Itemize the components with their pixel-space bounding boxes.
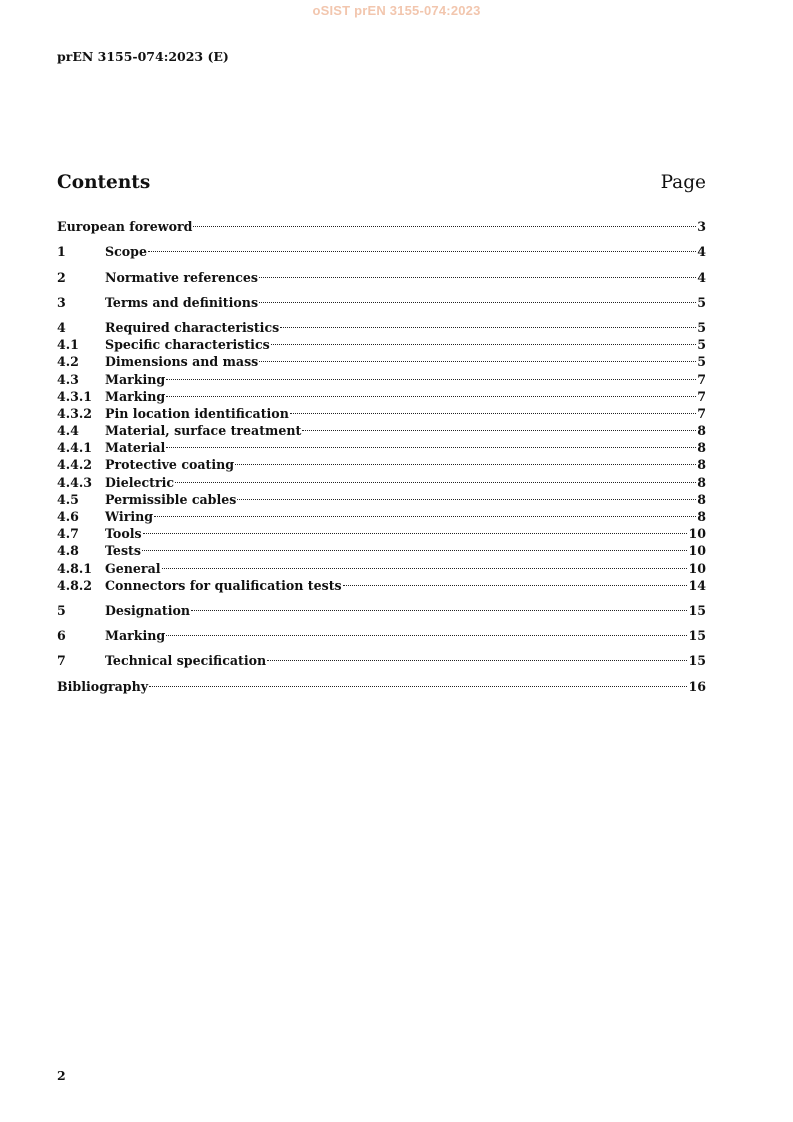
toc-entry-page: 4 — [697, 269, 706, 285]
toc-entry-page: 10 — [688, 543, 706, 559]
toc-entry-title: Required characteristics — [105, 319, 280, 335]
toc-entry-title: Marking — [105, 628, 166, 644]
toc-entry-title: Marking — [105, 388, 166, 404]
toc-entry[interactable] — [57, 469, 706, 490]
toc-entry-page: 8 — [697, 491, 706, 507]
toc-entry[interactable] — [57, 555, 706, 576]
toc-entry[interactable] — [57, 504, 706, 524]
toc-entry[interactable] — [57, 487, 706, 507]
toc-entry-number: 4.1 — [57, 337, 79, 353]
toc-entry-title: Dielectric — [105, 474, 175, 490]
toc-entry[interactable] — [57, 673, 706, 694]
toc-entry-title: Material, surface treatment — [105, 423, 302, 439]
toc-dot-leader — [191, 598, 687, 615]
toc-entry[interactable] — [57, 384, 706, 404]
toc-entry-title: Marking — [105, 371, 166, 387]
toc-entry[interactable] — [57, 573, 706, 593]
toc-entry-title: Tests — [105, 543, 141, 559]
contents-title: Contents — [57, 172, 151, 193]
toc-entry-title: Normative references — [105, 269, 259, 285]
toc-entry-number: 4.3.2 — [57, 405, 93, 421]
toc-dot-leader — [166, 623, 687, 640]
toc-entry-title: Material — [105, 440, 166, 456]
toc-entry-number: 4.8.1 — [57, 560, 93, 576]
toc-entry-page: 16 — [688, 678, 706, 694]
toc-entry-page: 5 — [697, 337, 706, 353]
toc-entry-number: 4.4.2 — [57, 457, 93, 473]
toc-entry-page: 10 — [688, 526, 706, 542]
toc-entry-page: 15 — [688, 628, 706, 644]
toc-dot-leader — [343, 573, 688, 590]
toc-dot-leader — [259, 290, 696, 307]
toc-entry-number: 4 — [57, 319, 66, 335]
toc-entry-title: Protective coating — [105, 457, 235, 473]
toc-entry-title: Bibliography — [57, 678, 149, 694]
toc-entry-number: 4.2 — [57, 354, 79, 370]
toc-dot-leader — [148, 239, 696, 256]
toc-entry[interactable] — [57, 290, 706, 310]
page-number: 2 — [57, 1068, 66, 1083]
toc-entry-title: Dimensions and mass — [105, 354, 259, 370]
toc-entry-title: European foreword — [57, 219, 193, 235]
toc-dot-leader — [280, 315, 696, 332]
toc-entry[interactable] — [57, 401, 706, 421]
toc-entry-page: 7 — [697, 371, 706, 387]
toc-dot-leader — [237, 487, 696, 504]
toc-dot-leader — [193, 214, 696, 231]
toc-dot-leader — [154, 504, 696, 521]
toc-entry[interactable] — [57, 598, 706, 618]
toc-entry[interactable] — [57, 648, 706, 669]
toc-dot-leader — [290, 401, 696, 418]
toc-entry-title: Specific characteristics — [105, 337, 270, 353]
toc-entry-number: 7 — [57, 653, 66, 669]
toc-entry[interactable] — [57, 264, 706, 285]
toc-dot-leader — [271, 332, 697, 349]
toc-entry-title: Tools — [105, 526, 142, 542]
toc-entry[interactable] — [57, 239, 706, 260]
toc-dot-leader — [149, 673, 687, 690]
toc-entry-page: 8 — [697, 423, 706, 439]
toc-entry-number: 2 — [57, 269, 66, 285]
toc-entry-page: 8 — [697, 440, 706, 456]
toc-entry[interactable] — [57, 349, 706, 370]
toc-entry[interactable] — [57, 538, 706, 559]
toc-entry-number: 6 — [57, 628, 66, 644]
toc-entry-page: 8 — [697, 457, 706, 473]
toc-entry-number: 5 — [57, 602, 66, 618]
toc-entry-number: 4.8 — [57, 543, 79, 559]
toc-dot-leader — [267, 648, 687, 665]
toc-entry-title: Pin location identification — [105, 405, 289, 421]
toc-entry-page: 5 — [697, 294, 706, 310]
toc-entry-number: 4.5 — [57, 491, 79, 507]
toc-entry-page: 8 — [697, 509, 706, 524]
toc-entry-number: 4.4 — [57, 423, 79, 439]
toc-entry-number: 4.4.3 — [57, 474, 93, 490]
toc-entry-number: 1 — [57, 244, 66, 260]
watermark: oSIST prEN 3155-074:2023 — [312, 3, 481, 18]
toc-entry-number: 4.4.1 — [57, 440, 93, 456]
toc-entry-title: Terms and definitions — [105, 294, 259, 310]
toc-dot-leader — [175, 469, 696, 486]
toc-entry-title: Connectors for qualification tests — [105, 577, 342, 593]
contents-header — [57, 172, 706, 198]
toc-dot-leader — [302, 418, 696, 435]
toc-dot-leader — [142, 538, 688, 555]
toc-entry[interactable] — [57, 418, 706, 439]
toc-entry[interactable] — [57, 452, 706, 473]
toc-entry-page: 3 — [697, 219, 706, 235]
toc-entry-title: Wiring — [105, 509, 154, 524]
toc-dot-leader — [235, 452, 696, 469]
page-column-label: Page — [660, 172, 706, 193]
toc-entry[interactable] — [57, 366, 706, 387]
toc-entry-title: General — [105, 560, 161, 576]
toc-entry-page: 8 — [697, 474, 706, 490]
table-of-contents — [57, 214, 706, 694]
toc-entry-number: 3 — [57, 294, 66, 310]
toc-dot-leader — [166, 384, 696, 401]
toc-entry-page: 7 — [697, 405, 706, 421]
toc-entry-title: Designation — [105, 602, 191, 618]
toc-entry[interactable] — [57, 332, 706, 353]
toc-entry-page: 14 — [688, 577, 706, 593]
toc-entry-page: 7 — [697, 388, 706, 404]
toc-entry-page: 4 — [697, 244, 706, 260]
toc-dot-leader — [259, 264, 696, 281]
toc-entry-page: 5 — [697, 354, 706, 370]
document-identifier: prEN 3155-074:2023 (E) — [57, 49, 229, 64]
toc-entry-page: 15 — [688, 653, 706, 669]
toc-dot-leader — [166, 435, 696, 452]
toc-entry-number: 4.3.1 — [57, 388, 93, 404]
toc-entry[interactable] — [57, 521, 706, 542]
toc-entry-number: 4.6 — [57, 509, 79, 524]
toc-entry-title: Permissible cables — [105, 491, 237, 507]
toc-entry-title: Technical specification — [105, 653, 267, 669]
toc-entry[interactable] — [57, 315, 706, 335]
toc-entry-number: 4.7 — [57, 526, 79, 542]
toc-entry[interactable] — [57, 435, 706, 456]
toc-entry-number: 4.8.2 — [57, 577, 93, 593]
toc-entry-title: Scope — [105, 244, 147, 260]
toc-entry-number: 4.3 — [57, 371, 79, 387]
toc-dot-leader — [259, 349, 696, 366]
toc-entry-page: 15 — [688, 602, 706, 618]
toc-entry[interactable] — [57, 623, 706, 644]
toc-dot-leader — [162, 555, 688, 572]
toc-entry[interactable] — [57, 214, 706, 235]
toc-entry-page: 10 — [688, 560, 706, 576]
toc-entry-page: 5 — [697, 319, 706, 335]
toc-dot-leader — [143, 521, 688, 538]
toc-dot-leader — [166, 366, 696, 383]
